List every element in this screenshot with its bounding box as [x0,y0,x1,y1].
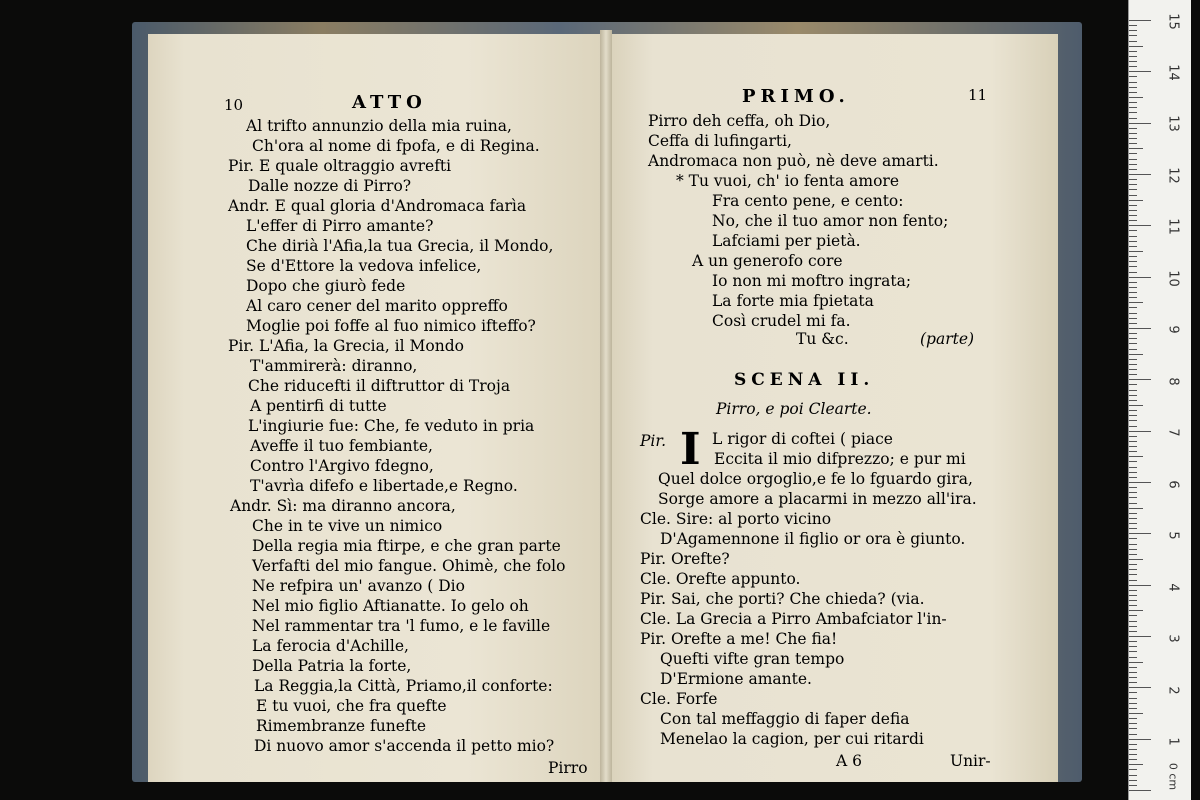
ruler-tick [1129,744,1137,745]
ruler-number: 2 [1165,686,1181,695]
ruler-tick [1129,461,1137,462]
ruler-tick [1129,477,1137,478]
ruler-tick [1129,631,1137,632]
ruler-number: 7 [1165,428,1181,437]
ruler-tick [1129,76,1137,77]
ruler-number: 14 [1165,64,1181,81]
right-scene-line: Pir. Orefte a me! Che fia! [640,630,838,648]
ruler-tick [1129,497,1137,498]
ruler-tick [1129,641,1137,642]
ruler-tick [1129,277,1151,278]
ruler-tick [1129,323,1137,324]
ruler-tick [1129,698,1137,699]
ruler-tick [1129,174,1151,175]
ruler-tick [1129,225,1151,226]
ruler-tick [1129,56,1137,57]
ruler-tick [1129,467,1137,468]
right-line: Pirro deh ceffa, oh Dio, [648,112,831,130]
left-catchword: Pirro [548,759,588,777]
left-line: Dalle nozze di Pirro? [248,177,412,195]
ruler-tick [1129,682,1137,683]
ruler-tick [1129,287,1137,288]
left-line: Al trifto annunzio della mia ruina, [246,117,512,135]
ruler-tick [1129,780,1137,781]
ruler-tick [1129,646,1137,647]
ruler-tick [1129,25,1137,26]
left-line: L'ingiurie fue: Che, fe veduto in pria [248,417,535,435]
right-scene-line: Con tal meffaggio di faper defia [660,710,910,728]
ruler-tick [1129,390,1137,391]
ruler-tick [1129,713,1143,714]
ruler-tick [1129,503,1137,504]
right-scene-line: Menelao la cagion, per cui ritardi [660,730,924,748]
right-line: Così crudel mi fa. [712,312,851,330]
ruler-tick [1129,482,1151,483]
ruler-tick [1129,30,1137,31]
left-line: Della regia mia ftirpe, e che gran parte [252,537,561,555]
left-line: Andr. E qual gloria d'Andromaca farìa [228,197,527,215]
ruler-tick [1129,775,1137,776]
book-gutter [600,30,612,782]
ruler-tick [1129,220,1137,221]
scene-title: SCENA II. [734,370,875,390]
ruler-tick [1129,441,1137,442]
ruler-tick [1129,564,1137,565]
left-line: T'avrìa difefo e libertade,e Regno. [250,477,518,495]
right-line: La forte mia fpietata [712,292,874,310]
ruler-tick [1129,169,1137,170]
left-page-number: 10 [224,96,244,114]
ruler-tick [1129,189,1137,190]
left-line: Che riducefti il diftruttor di Troja [248,377,511,395]
left-line: Ne refpira un' avanzo ( Dio [252,577,465,595]
left-line: Andr. Sì: ma diranno ancora, [230,497,456,515]
ruler-tick [1129,384,1137,385]
ruler-tick [1129,754,1137,755]
ruler-tick [1129,538,1137,539]
ruler-tick [1129,667,1137,668]
right-scene-line: Sorge amore a placarmi in mezzo all'ira. [658,490,977,508]
ruler-tick [1129,472,1137,473]
ruler-tick [1129,785,1137,786]
stage-direction: (parte) [920,330,975,348]
ruler-tick [1129,318,1137,319]
right-line: Andromaca non può, nè deve amarti. [648,152,939,170]
ruler-tick [1129,513,1137,514]
left-line: Pir. L'Afia, la Grecia, il Mondo [228,337,464,355]
ruler-tick [1129,559,1143,560]
ruler-tick [1129,544,1137,545]
ruler-tick [1129,400,1137,401]
right-line: Lafciami per pietà. [712,232,861,250]
ruler-number: 15 [1165,13,1181,30]
drop-cap: I [680,424,701,475]
ruler-tick [1129,266,1137,267]
ruler-tick [1129,138,1137,139]
ruler-tick [1129,210,1137,211]
right-scene-line: Cle. Orefte appunto. [640,570,801,588]
ruler-tick [1129,143,1137,144]
ruler-tick [1129,708,1137,709]
ruler-tick [1129,739,1151,740]
ruler-tick [1129,66,1137,67]
ruler-tick [1129,600,1137,601]
ruler-tick [1129,349,1137,350]
left-line: La ferocia d'Achille, [252,637,409,655]
ruler-tick [1129,585,1151,586]
signature-mark: A 6 [836,752,862,770]
ruler-tick [1129,492,1137,493]
ruler-tick [1129,46,1143,47]
ruler-tick [1129,256,1137,257]
right-catchword: Unir- [950,752,991,770]
left-line: Pir. E quale oltraggio avrefti [228,157,452,175]
ruler-tick [1129,662,1143,663]
scene-persons: Pirro, e poi Clearte. [716,400,872,418]
ruler-number: 3 [1165,634,1181,643]
left-line: L'effer di Pirro amante? [246,217,434,235]
left-line: T'ammirerà: diranno, [250,357,418,375]
ruler-tick [1129,636,1151,637]
left-line: Aveffe il tuo fembiante, [250,437,433,455]
ruler-tick [1129,236,1137,237]
ruler-tick [1129,605,1137,606]
ruler-tick [1129,261,1137,262]
ruler-tick [1129,246,1137,247]
ruler-tick [1129,282,1137,283]
ruler-tick [1129,333,1137,334]
ruler-number: 8 [1165,377,1181,386]
right-scene-line: Cle. Sire: al porto vicino [640,510,832,528]
ruler-tick [1129,307,1137,308]
ruler-tick [1129,436,1137,437]
ruler-tick [1129,426,1137,427]
ruler-tick [1129,230,1137,231]
ruler-tick [1129,718,1137,719]
left-line: Ch'ora al nome di fpofa, e di Regina. [252,137,540,155]
speaker-tag: Pir. [640,432,667,450]
ruler-tick [1129,292,1137,293]
right-scene-line: D'Ermione amante. [660,670,812,688]
left-line: Contro l'Argivo fdegno, [250,457,434,475]
ruler-tick [1129,533,1151,534]
ruler-tick [1129,554,1137,555]
ruler-tick [1129,102,1137,103]
left-line: Di nuovo amor s'accenda il petto mio? [254,737,555,755]
right-line: Fra cento pene, e cento: [712,192,904,210]
right-line: A un generofo core [692,252,843,270]
ruler-tick [1129,610,1143,611]
ruler-tick [1129,107,1137,108]
ruler-tick [1129,405,1143,406]
left-line: Che dirià l'Afia,la tua Grecia, il Mondo, [246,237,554,255]
ruler-tick [1129,328,1151,329]
ruler-tick [1129,723,1137,724]
ruler-tick [1129,195,1137,196]
left-line: A pentirfi di tutte [250,397,387,415]
ruler-tick [1129,133,1137,134]
ruler-tick [1129,487,1137,488]
ruler-tick [1129,215,1137,216]
ruler-tick [1129,687,1151,688]
right-scene-line: Quel dolce orgoglio,e fe lo fguardo gira, [658,470,973,488]
ruler-tick [1129,20,1151,21]
ruler-tick [1129,759,1137,760]
left-line: Verfafti del mio fangue. Ohimè, che folo [252,557,566,575]
ruler-tick [1129,728,1137,729]
left-line: Nel mio figlio Aftianatte. Io gelo oh [252,597,529,615]
ruler-tick [1129,590,1137,591]
right-page-number: 11 [968,86,988,104]
right-scene-line: Cle. Forfe [640,690,718,708]
ruler-tick [1129,159,1137,160]
ruler-tick [1129,92,1137,93]
ruler-tick [1129,410,1137,411]
right-scene-line: Quefti vifte gran tempo [660,650,845,668]
right-scene-line: Pir. Sai, che porti? Che chieda? (via. [640,590,925,608]
ruler-tick [1129,703,1137,704]
ruler-tick [1129,87,1137,88]
ruler-tick [1129,549,1137,550]
ruler-tick [1129,251,1143,252]
ruler-number: 4 [1165,583,1181,592]
measurement-ruler [1128,0,1191,800]
ruler-tick [1129,734,1137,735]
left-line: Se d'Ettore la vedova infelice, [246,257,482,275]
right-line: * Tu vuoi, ch' io fenta amore [676,172,900,190]
ruler-tick [1129,415,1137,416]
right-line: Io non mi moftro ingrata; [712,272,912,290]
ruler-tick [1129,374,1137,375]
ruler-tick [1129,118,1137,119]
ruler-tick [1129,61,1137,62]
right-scene-line: L rigor di coftei ( piace [712,430,893,448]
ruler-tick [1129,338,1137,339]
right-line: No, che il tuo amor non fento; [712,212,949,230]
left-line: Dopo che giurò fede [246,277,406,295]
ruler-tick [1129,790,1151,791]
ruler-tick [1129,364,1137,365]
ruler-tick [1129,148,1143,149]
left-line: Moglie poi foffe al fuo nimico ifteffo? [246,317,536,335]
ruler-tick [1129,369,1137,370]
ruler-tick [1129,456,1143,457]
right-scene-line: Cle. La Grecia a Pirro Ambafciator l'in- [640,610,947,628]
left-line: Rimembranze funefte [256,717,427,735]
ruler-tick [1129,200,1143,201]
left-line: La Reggia,la Città, Priamo,il conforte: [254,677,553,695]
ruler-tick [1129,51,1137,52]
left-line: Che in te vive un nimico [252,517,443,535]
ruler-tick [1129,595,1137,596]
left-running-head: ATTO [352,92,427,113]
ruler-tick [1129,179,1137,180]
ruler-tick [1129,164,1137,165]
ruler-tick [1129,35,1137,36]
ruler-tick [1129,692,1137,693]
ruler-tick [1129,112,1137,113]
ruler-tick [1129,749,1137,750]
ruler-tick [1129,420,1137,421]
ruler-tick [1129,615,1137,616]
ruler-tick [1129,128,1137,129]
ruler-number: 5 [1165,531,1181,540]
ruler-tick [1129,451,1137,452]
ruler-tick [1129,153,1137,154]
ruler-tick [1129,621,1137,622]
left-line: E tu vuoi, che fra quefte [256,697,447,715]
ruler-tick [1129,205,1137,206]
ruler-number: 9 [1165,325,1181,334]
ruler-tick [1129,769,1137,770]
right-line: Ceffa di lufingarti, [648,132,792,150]
ruler-tick [1129,677,1137,678]
ruler-tick [1129,395,1137,396]
left-line: Della Patria la forte, [252,657,412,675]
ruler-tick [1129,651,1137,652]
ruler-tick [1129,71,1151,72]
ruler-tick [1129,41,1137,42]
ruler-tick [1129,764,1143,765]
ruler-tick [1129,302,1143,303]
ruler-tick [1129,272,1137,273]
ruler-number: 10 [1165,270,1181,287]
ruler-tick [1129,82,1137,83]
ruler-tick [1129,626,1137,627]
ruler-tick [1129,297,1137,298]
ruler-tick [1129,359,1137,360]
ruler-tick [1129,518,1137,519]
ruler-number: 0 cm [1166,762,1180,791]
ruler-tick [1129,580,1137,581]
ruler-tick [1129,123,1151,124]
ruler-number: 13 [1165,115,1181,132]
ruler-tick [1129,313,1137,314]
right-line: Tu &c. [796,330,849,348]
right-scene-line: D'Agamennone il figlio or ora è giunto. [660,530,966,548]
ruler-tick [1129,523,1137,524]
ruler-tick [1129,343,1137,344]
ruler-tick [1129,379,1151,380]
ruler-number: 11 [1165,218,1181,235]
ruler-tick [1129,241,1137,242]
ruler-tick [1129,657,1137,658]
right-scene-line: Pir. Orefte? [640,550,730,568]
ruler-tick [1129,446,1137,447]
ruler-tick [1129,431,1151,432]
right-scene-line: Eccita il mio difprezzo; e pur mi [714,450,966,468]
right-running-head: PRIMO. [742,86,850,107]
ruler-tick [1129,569,1137,570]
ruler-number: 6 [1165,480,1181,489]
ruler-tick [1129,672,1137,673]
ruler-number: 1 [1165,737,1181,746]
ruler-number: 12 [1165,167,1181,184]
ruler-tick [1129,508,1143,509]
ruler-tick [1129,528,1137,529]
left-line: Al caro cener del marito oppreffo [246,297,508,315]
ruler-tick [1129,354,1143,355]
ruler-tick [1129,184,1137,185]
left-line: Nel rammentar tra 'l fumo, e le faville [252,617,551,635]
ruler-tick [1129,574,1137,575]
ruler-tick [1129,97,1143,98]
